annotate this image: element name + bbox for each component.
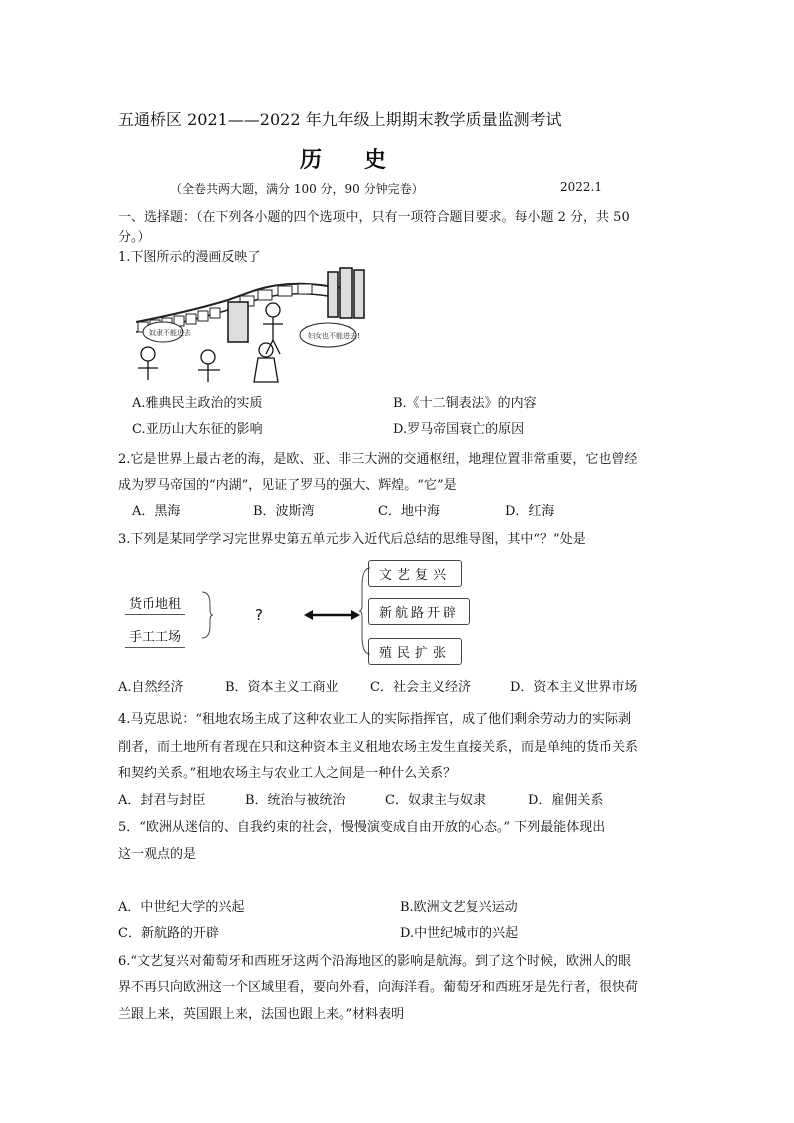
q5-stem-line1: 5．“欧洲从迷信的、自我约束的社会，慢慢演变成自由开放的心态。” 下列最能体现出 xyxy=(118,820,606,835)
q4-stem-line2: 削者，而土地所有者现在只和这种资本主义租地农场主发生直接关系，而是单纯的货币关系 xyxy=(118,740,639,755)
q5-option-a: A．中世纪大学的兴起 xyxy=(118,900,245,915)
q2-option-b: B．波斯湾 xyxy=(253,504,315,519)
bubble-right-text: 妇女也不能进去! xyxy=(308,332,360,340)
section-heading-line1: 一、选择题：（在下列各小题的四个选项中，只有一项符合题目要求。每小题 2 分，共 50 xyxy=(118,210,630,225)
cartoon-image xyxy=(128,262,390,386)
subject-char-2: 史 xyxy=(364,147,389,173)
q2-stem-line1: 2.它是世界上最古老的海，是欧、亚、非三大洲的交通枢纽，地理位置非常重要，它也曾经 xyxy=(118,452,638,467)
section-heading-line2: 分。） xyxy=(118,230,151,245)
q2-option-d: D．红海 xyxy=(505,504,555,519)
left-brace-icon xyxy=(200,590,214,640)
q1-option-b: B.《十二铜表法》的内容 xyxy=(393,396,537,411)
mind-map-right-1: 文艺复兴 xyxy=(368,560,462,587)
q5-stem-line2: 这一观点的是 xyxy=(118,847,197,862)
q3-option-a: A.自然经济 xyxy=(118,680,184,695)
q3-stem: 3.下列是某同学学习完世界史第五单元步入近代后总结的思维导图，其中“？”处是 xyxy=(118,532,586,547)
q2-option-a: A．黑海 xyxy=(132,504,181,519)
q6-stem-line2: 界不再只向欧洲这一个区域里看，要向外看，向海洋看。葡萄牙和西班牙是先行者，很快荷 xyxy=(118,980,639,995)
q3-option-d: D．资本主义世界市场 xyxy=(510,680,638,695)
q1-stem: 1.下图所示的漫画反映了 xyxy=(118,250,261,265)
mind-map-right-3: 殖民扩张 xyxy=(368,638,462,665)
q5-option-d: D.中世纪城市的兴起 xyxy=(400,926,519,941)
q6-stem-line3: 兰跟上来，英国跟上来，法国也跟上来。”材料表明 xyxy=(118,1007,405,1022)
q4-option-d: D．雇佣关系 xyxy=(528,793,604,808)
mind-map-right-2: 新航路开辟 xyxy=(368,598,470,625)
q3-option-b: B．资本主义工商业 xyxy=(225,680,339,695)
q2-option-c: C．地中海 xyxy=(378,504,440,519)
q1-option-a: A.雅典民主政治的实质 xyxy=(132,396,263,411)
q1-option-d: D.罗马帝国衰亡的原因 xyxy=(393,422,525,437)
q2-stem-line2: 成为罗马帝国的“内湖”，见证了罗马的强大、辉煌。“它”是 xyxy=(118,478,457,493)
exam-title: 五通桥区 2021——2022 年九年级上期期末教学质量监测考试 xyxy=(118,110,562,129)
q1-option-c: C.亚历山大东征的影响 xyxy=(132,422,263,437)
q5-option-b: B.欧洲文艺复兴运动 xyxy=(400,900,518,915)
mind-map-left-1: 货币地租 xyxy=(125,591,185,615)
subject-char-1: 历 xyxy=(300,147,325,173)
double-arrow-icon xyxy=(304,605,360,625)
q4-option-c: C．奴隶主与奴隶 xyxy=(385,793,486,808)
q5-option-c: C．新航路的开辟 xyxy=(118,926,219,941)
q6-stem-line1: 6.“文艺复兴对葡萄牙和西班牙这两个沿海地区的影响是航海。到了这个时候，欧洲人的眼 xyxy=(118,954,632,969)
bubble-left-text: 奴隶不能进去 xyxy=(149,329,191,337)
mind-map-left-2: 手工工场 xyxy=(125,624,185,648)
q4-stem-line1: 4.马克思说：“租地农场主成了这种农业工人的实际指挥官，成了他们剩余劳动力的实际剥 xyxy=(118,712,632,727)
q3-option-c: C．社会主义经济 xyxy=(370,680,471,695)
mind-map-question-mark: ? xyxy=(255,606,263,624)
q4-option-b: B．统治与被统治 xyxy=(245,793,346,808)
q4-stem-line3: 和契约关系。”租地农场主与农业工人之间是一种什么关系？ xyxy=(118,766,457,781)
subject-title xyxy=(300,143,388,174)
exam-date: 2022.1 xyxy=(560,180,602,194)
q4-option-a: A．封君与封臣 xyxy=(118,793,206,808)
exam-note: （全卷共两大题，满分 100 分，90 分钟完卷） xyxy=(170,182,424,196)
